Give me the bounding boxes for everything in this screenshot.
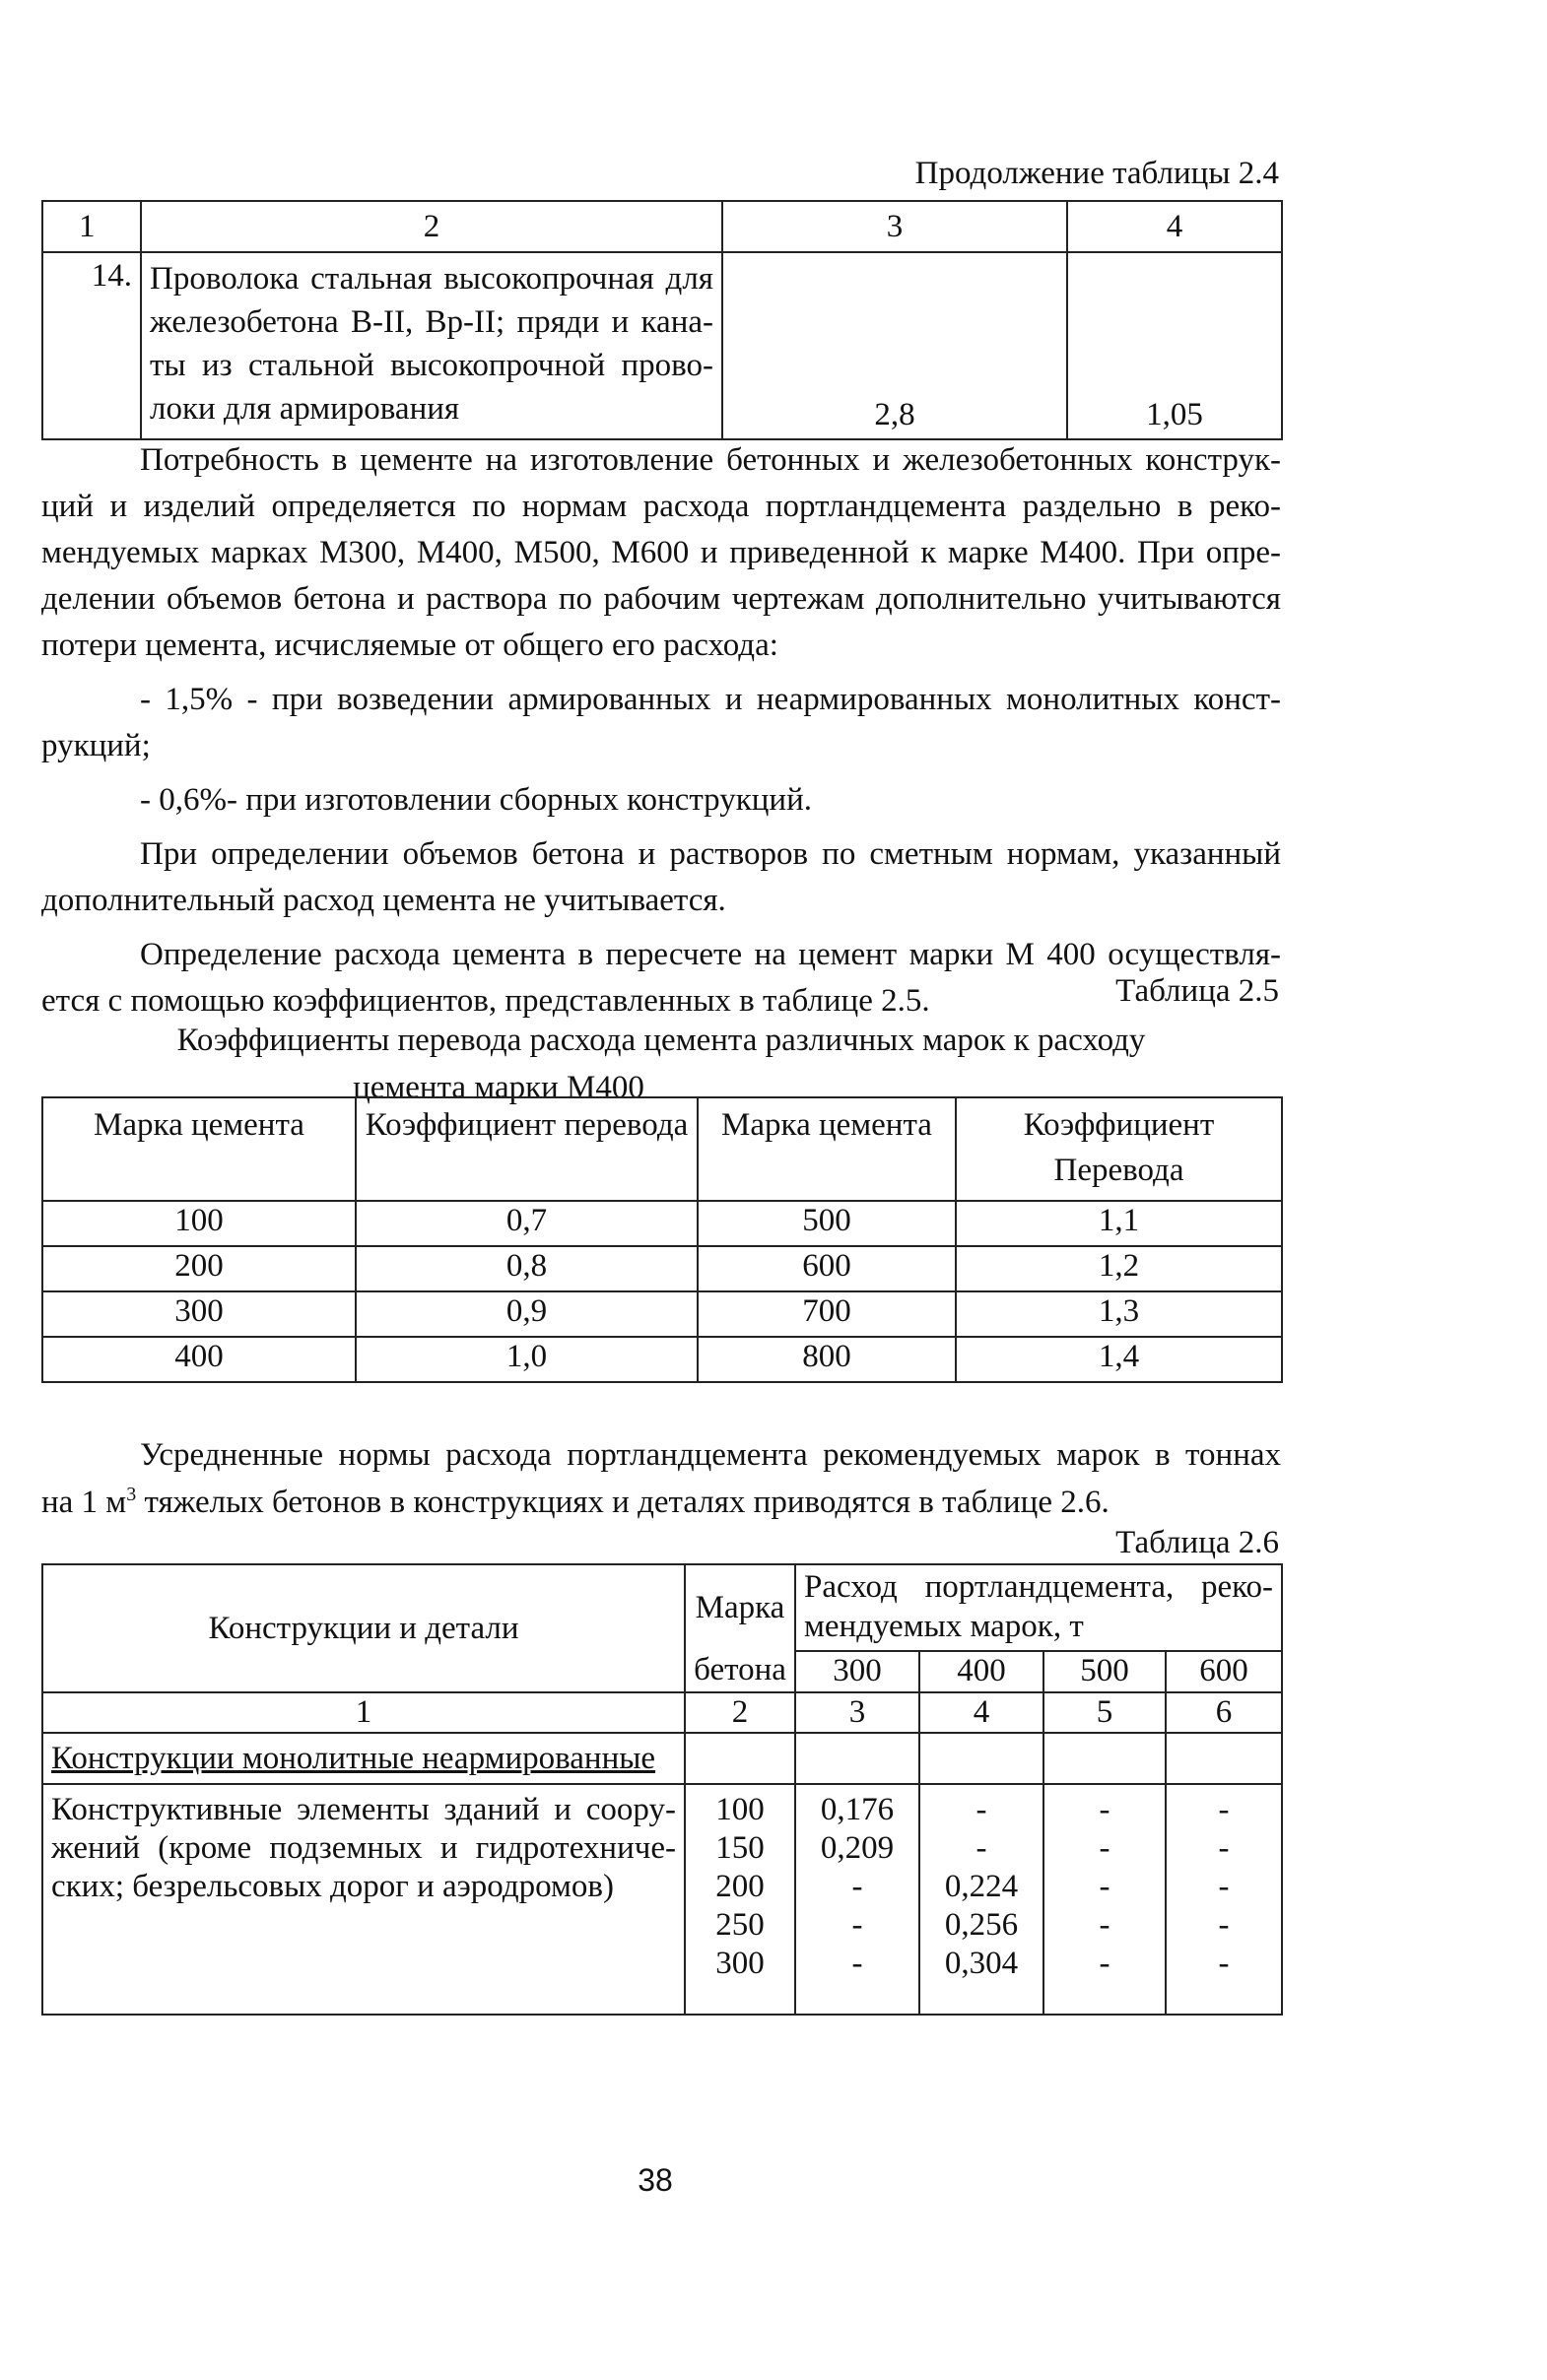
table-cell: 600 — [698, 1246, 956, 1291]
text-line: потери цемента, исчисляемые от общего его расхода: — [41, 628, 778, 663]
table-cell: 400 — [42, 1337, 356, 1382]
consumption-value: - — [1099, 1869, 1110, 1904]
text-line: ций и изделий определяется по нормам расхода портландцемента раздельно в реко- — [41, 489, 1281, 524]
text-fragment: тяжелых бетонов в конструкциях и деталях приводятся в таблице 2.6. — [136, 1485, 1110, 1520]
description-line: ты из стальной высокопрочной прово- — [150, 348, 713, 383]
consumption-value: 0,224 — [944, 1869, 1019, 1904]
header-constructions: Конструкции и детали — [42, 1564, 685, 1692]
text-fragment: на 1 м — [41, 1485, 127, 1520]
empty-cell — [795, 1733, 919, 1784]
consumption-value: 0,209 — [820, 1830, 895, 1866]
text-line: - 0,6%- при изготовлении сборных конструкций. — [140, 782, 812, 818]
empty-cell — [1166, 1733, 1282, 1784]
description-line: жений (кроме подземных и гидротехниче- — [51, 1830, 676, 1866]
table-cell: 1,0 — [356, 1337, 698, 1382]
consumption-value: 0,256 — [944, 1907, 1019, 1943]
paragraph-cement-demand — [41, 437, 1281, 669]
header-betona: бетона — [685, 1651, 795, 1692]
concrete-grade: 300 — [715, 1946, 765, 1981]
empty-cell — [685, 1733, 795, 1784]
material-description — [141, 252, 722, 439]
table-cell: 0,9 — [356, 1291, 698, 1337]
body-text — [41, 437, 1281, 1025]
table-row — [42, 1784, 1282, 2015]
header-cell: 4 — [1067, 201, 1282, 252]
row-number: 14. — [42, 252, 141, 439]
consumption-value: - — [1099, 1907, 1110, 1943]
value-cell: 2,8 — [722, 252, 1067, 439]
header-cell: 2 — [141, 201, 722, 252]
consumption-value: - — [1218, 1869, 1230, 1904]
table-cell: 1,1 — [956, 1201, 1282, 1246]
empty-cell — [919, 1733, 1043, 1784]
table-cell: 200 — [42, 1246, 356, 1291]
header-line: мендуемых марок, т — [804, 1609, 1084, 1644]
table-2-4-caption: Продолжение таблицы 2.4 — [914, 156, 1279, 191]
table-cell: 300 — [42, 1291, 356, 1337]
title-line: цемента марки М400 — [353, 1070, 644, 1105]
description-line: железобетона В-II, Вр-II; пряди и кана- — [150, 304, 713, 340]
description-line: локи для армирования — [150, 391, 460, 427]
column-number: 1 — [42, 1692, 685, 1733]
consumption-value: 0,176 — [820, 1792, 895, 1827]
text-line: При определении объемов бетона и растворов по сметным нормам, указанный — [140, 836, 1281, 872]
table-cell: 700 — [698, 1291, 956, 1337]
section-row — [42, 1733, 1282, 1784]
description-line: ских; безрельсовых дорог и аэродромов) — [51, 1869, 614, 1904]
consumption-value: - — [1218, 1907, 1230, 1943]
header-line: Расход портландцемента, реко- — [804, 1569, 1274, 1605]
consumption-value: - — [1099, 1830, 1110, 1866]
concrete-grade: 200 — [715, 1869, 765, 1904]
table-2-4 — [41, 200, 1283, 440]
header-consumption — [795, 1564, 1282, 1651]
bullet-monolithic — [41, 677, 1281, 769]
concrete-grade: 150 — [715, 1830, 765, 1866]
consumption-value: - — [851, 1946, 863, 1981]
table-row — [42, 1337, 1282, 1382]
grade-header: 500 — [1043, 1651, 1166, 1692]
table-header-row — [42, 1097, 1282, 1201]
consumption-value: - — [1218, 1792, 1230, 1827]
text-line: Потребность в цементе на изготовление бетонных и железобетонных конструк- — [140, 442, 1281, 478]
table-header-row — [42, 1564, 1282, 1651]
column-number: 2 — [685, 1692, 795, 1733]
text-line: Усредненные нормы расхода портландцемента рекомендуемых марок в тоннах — [140, 1437, 1281, 1473]
text-line: Определение расхода цемента в пересчете на цемент марки М 400 осуществля- — [140, 937, 1281, 972]
description-line: Конструктивные элементы зданий и соору- — [51, 1792, 676, 1827]
column-number-row — [42, 1692, 1282, 1733]
section-title: Конструкции монолитные неармированные — [42, 1733, 685, 1784]
consumption-value: 0,304 — [944, 1946, 1019, 1981]
table-cell: 1,2 — [956, 1246, 1282, 1291]
text-line — [41, 1479, 1281, 1526]
column-number: 4 — [919, 1692, 1043, 1733]
empty-cell — [1043, 1733, 1166, 1784]
paragraph-estimate-norms — [41, 831, 1281, 924]
header-cell: Коэффициент Перевода — [956, 1097, 1282, 1201]
table-row — [42, 1201, 1282, 1246]
text-line: мендуемых марках М300, М400, М500, М600 и приведенной к марке М400. При опре- — [41, 535, 1281, 570]
table-header-row — [42, 201, 1282, 252]
description-line: Проволока стальная высокопрочная для — [150, 261, 713, 297]
consumption-m400 — [919, 1784, 1043, 2015]
header-marka: Марка — [685, 1564, 795, 1651]
table-2-5-label: Таблица 2.5 — [1115, 973, 1279, 1009]
bullet-prefab — [41, 777, 1281, 824]
table-row — [42, 252, 1282, 439]
table-cell: 0,7 — [356, 1201, 698, 1246]
header-cell: Коэффициент перевода — [356, 1097, 698, 1201]
consumption-value: - — [851, 1907, 863, 1943]
paragraph-average-norms — [41, 1431, 1281, 1526]
header-cell: Марка цемента — [42, 1097, 356, 1201]
text-line: - 1,5% - при возведении армированных и неармированных монолитных конст- — [140, 682, 1281, 717]
header-cell: Марка цемента — [698, 1097, 956, 1201]
superscript: 3 — [126, 1484, 137, 1505]
table-2-6 — [41, 1563, 1283, 2016]
consumption-value: - — [975, 1792, 987, 1827]
grade-header: 600 — [1166, 1651, 1282, 1692]
consumption-value: - — [1218, 1830, 1230, 1866]
table-cell: 500 — [698, 1201, 956, 1246]
page-number: 38 — [638, 2162, 673, 2198]
table-2-6-label: Таблица 2.6 — [1115, 1525, 1279, 1560]
concrete-grade: 250 — [715, 1907, 765, 1943]
text-line: дополнительный расход цемента не учитывается. — [41, 883, 726, 918]
concrete-grade-list — [685, 1784, 795, 2015]
consumption-value: - — [975, 1830, 987, 1866]
table-cell: 1,3 — [956, 1291, 1282, 1337]
column-number: 5 — [1043, 1692, 1166, 1733]
header-cell: 3 — [722, 201, 1067, 252]
column-number: 6 — [1166, 1692, 1282, 1733]
grade-header: 300 — [795, 1651, 919, 1692]
header-cell: 1 — [42, 201, 141, 252]
table-row — [42, 1291, 1282, 1337]
consumption-value: - — [851, 1869, 863, 1904]
consumption-m300 — [795, 1784, 919, 2015]
consumption-m500 — [1043, 1784, 1166, 2015]
table-cell: 0,8 — [356, 1246, 698, 1291]
title-line: Коэффициенты перевода расхода цемента различных марок к расходу — [176, 1023, 1146, 1058]
table-row — [42, 1246, 1282, 1291]
grade-header: 400 — [919, 1651, 1043, 1692]
construction-description — [42, 1784, 685, 2015]
column-number: 3 — [795, 1692, 919, 1733]
table-cell: 800 — [698, 1337, 956, 1382]
value-cell: 1,05 — [1067, 252, 1282, 439]
table-cell: 100 — [42, 1201, 356, 1246]
consumption-value: - — [1218, 1946, 1230, 1981]
consumption-m600 — [1166, 1784, 1282, 2015]
text-line: рукций; — [41, 728, 151, 763]
concrete-grade: 100 — [715, 1792, 765, 1827]
consumption-value: - — [1099, 1946, 1110, 1981]
consumption-value: - — [1099, 1792, 1110, 1827]
text-line: делении объемов бетона и раствора по рабочим чертежам дополнительно учитываются — [41, 581, 1281, 617]
table-2-5 — [41, 1096, 1283, 1383]
text-line: ется с помощью коэффициентов, представленных в таблице 2.5. — [41, 983, 930, 1019]
table-cell: 1,4 — [956, 1337, 1282, 1382]
